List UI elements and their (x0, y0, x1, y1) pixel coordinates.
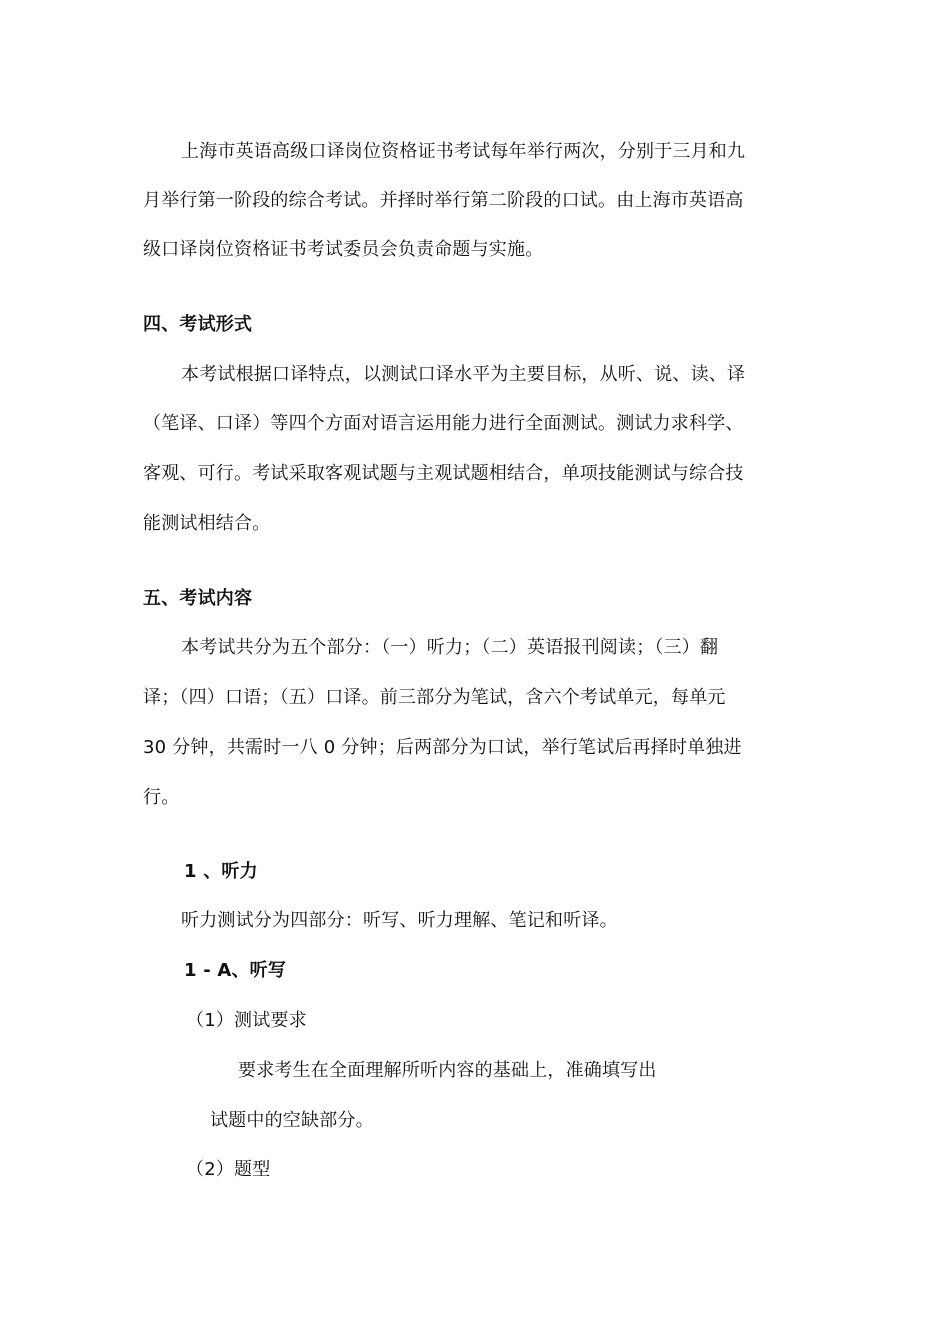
section-5-line-3: 30 分钟，共需时一八 0 分钟；后两部分为口试，举行笔试后再择时单独进 (143, 737, 742, 758)
item-1-label: （1）测试要求 (186, 1010, 307, 1031)
intro-line-3: 级口译岗位资格证书考试委员会负责命题与实施。 (143, 239, 544, 260)
subsection-1a-heading: 1 - A、听写 (184, 960, 287, 981)
subsection-1-text: 听力测试分为四部分：听写、听力理解、笔记和听译。 (181, 910, 618, 931)
intro-line-2: 月举行第一阶段的综合考试。并择时举行第二阶段的口试。由上海市英语高 (143, 190, 744, 211)
item-2-label: （2）题型 (186, 1159, 271, 1180)
section-4-line-4: 能测试相结合。 (143, 513, 271, 534)
section-4-line-2: （笔译、口译）等四个方面对语言运用能力进行全面测试。测试力求科学、 (143, 413, 744, 434)
subsection-1-heading: 1 、听力 (184, 861, 258, 882)
section-4-heading: 四、考试形式 (143, 314, 253, 335)
section-5-heading: 五、考试内容 (143, 588, 253, 609)
section-4-line-3: 客观、可行。考试采取客观试题与主观试题相结合，单项技能测试与综合技 (143, 463, 744, 484)
item-1-line-2: 试题中的空缺部分。 (210, 1110, 374, 1131)
section-4-line-1: 本考试根据口译特点，以测试口译水平为主要目标，从听、说、读、译 (181, 364, 746, 385)
section-5-line-4: 行。 (143, 787, 180, 808)
item-1-line-1: 要求考生在全面理解所听内容的基础上，准确填写出 (238, 1060, 657, 1081)
section-5-line-2: 译；（四）口语；（五）口译。前三部分为笔试，含六个考试单元，每单元 (143, 687, 726, 708)
intro-line-1: 上海市英语高级口译岗位资格证书考试每年举行两次，分别于三月和九 (181, 141, 746, 162)
section-5-line-1: 本考试共分为五个部分：（一）听力；（二）英语报刊阅读；（三）翻 (181, 637, 719, 658)
